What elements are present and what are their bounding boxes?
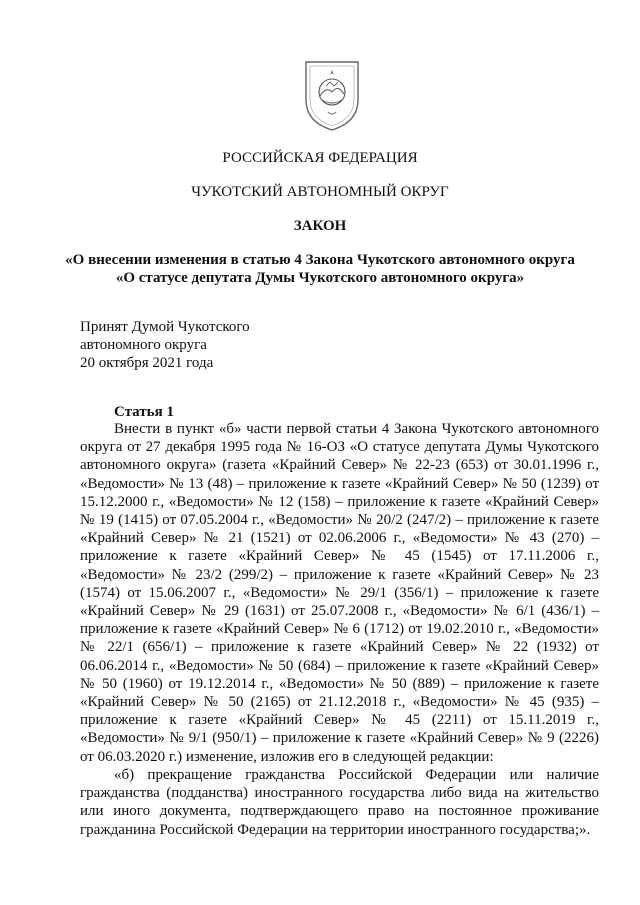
- document-type-heading: ЗАКОН: [293, 218, 347, 234]
- article-paragraph-2: «б) прекращение гражданства Российской Федерации или наличие гражданства (подданства) иностранного государства либо вида на жительство или иного документа, подтверждающего право на постоянное проживание гражданина Российской Федерации на территории иностранного государства;».: [80, 767, 599, 838]
- article-paragraph-1: Внести в пункт «б» части первой статьи 4 Закона Чукотского автономного округа от 27 декабря 1995 года № 16-ОЗ «О статусе депутата Думы Чукотского автономного округа» (газета «Крайний Север» № 22-23 (653) от 30.01.1996 г., «Ведомости» № 13 (48) – приложение к газете «Крайний Север» № 50 (1239) от 15.12.2000 г., «Ведомости» № 12 (158) – приложение к газете «Крайний Север» № 19 (1415) от 07.05.2004 г., «Ведомости» № 20/2 (247/2) – приложение к газете «Крайний Север» № 21 (1521) от 02.06.2006 г., «Ведомости» № 43 (270) – приложение к газете «Крайний Север» № 45 (1545) от 17.11.2006 г., «Ведомости» № 23/2 (299/2) – приложение к газете «Крайний Север» № 23 (1574) от 15.06.2007 г., «Ведомости» № 29/1 (356/1) – приложение к газете «Крайний Север» № 29 (1631) от 25.07.2008 г., «Ведомости» № 6/1 (436/1) – приложение к газете «Крайний Север» № 6 (1712) от 19.02.2010 г., «Ведомости» № 22/1 (656/1) – приложение к газете «Крайний Север» № 22 (1932) от 06.06.2014 г., «Ведомости» № 50 (684) – приложение к газете «Крайний Север» № 50 (1960) от 19.12.2014 г., «Ведомости» № 50 (889) – приложение к газете «Крайний Север» № 50 (2165) от 21.12.2018 г., «Ведомости» № 45 (935) – приложение к газете «Крайний Север» № 45 (2211) от 15.11.2019 г., «Ведомости» № 9/1 (950/1) – приложение к газете «Крайний Север» № 9 (2226) от 06.03.2020 г.) изменение, изложив его в следующей редакции:: [80, 421, 599, 765]
- law-title-line-1: «О внесении изменения в статью 4 Закона Чукотского автономного округа: [65, 252, 575, 268]
- adoption-line-2: автономного округа: [80, 337, 207, 353]
- region-heading: ЧУКОТСКИЙ АВТОНОМНЫЙ ОКРУГ: [191, 184, 449, 200]
- country-heading: РОССИЙСКАЯ ФЕДЕРАЦИЯ: [222, 150, 418, 166]
- adoption-block: [80, 318, 250, 372]
- adoption-line-1: Принят Думой Чукотского: [80, 319, 250, 335]
- article-title: Статья 1: [114, 404, 174, 420]
- law-title: [0, 251, 640, 287]
- adoption-date: 20 октября 2021 года: [80, 355, 214, 371]
- law-title-line-2: «О статусе депутата Думы Чукотского автономного округа»: [115, 270, 525, 286]
- coat-of-arms-emblem: [300, 56, 364, 134]
